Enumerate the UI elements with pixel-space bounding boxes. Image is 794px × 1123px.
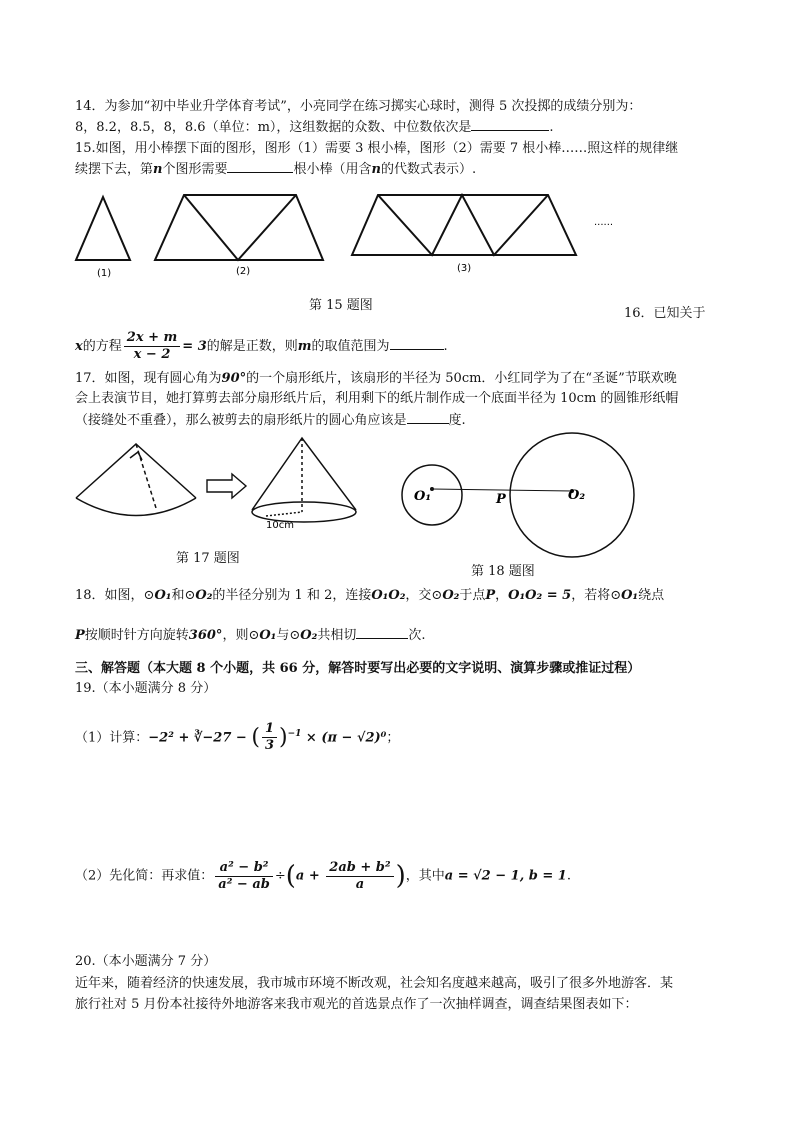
shape-3-inner: [378, 195, 548, 255]
fig-label-1: (1): [97, 268, 112, 279]
q15-text: 15.如图，用小棒摆下面的图形，图形（1）需要 3 根小棒，图形（2）需要 7 根小棒……照这样的规律继: [75, 141, 679, 156]
cone-sides: [252, 438, 356, 510]
q18-answer-blank[interactable]: [356, 626, 408, 639]
q14-answer-blank[interactable]: [471, 118, 549, 131]
q20-line-2: 旅行社对 5 月份本社接待外地游客来我市观光的首选景点作了一次抽样调查，调查结果图表如下：: [75, 997, 638, 1012]
q15-figure: [0, 185, 794, 305]
q19-title: 19.（本小题满分 8 分）: [75, 681, 217, 696]
q18-line-1: 18．如图，⊙O₁和⊙O₂的半径分别为 1 和 2，连接O₁O₂，交⊙O₂于点P，O₁O₂ = 5，若将⊙O₁绕点: [75, 588, 665, 603]
q18-line-2: P按顺时针方向旋转360°，则⊙O₁与⊙O₂共相切 次.: [75, 628, 426, 643]
q20-line-1: 近年来，随着经济的快速发展，我市城市环境不断改观，社会知名度越来越高，吸引了很多外地游客．某: [75, 976, 674, 991]
continuation-dots: ......: [594, 217, 614, 228]
circle-o1: [402, 465, 462, 525]
q18-caption: 第 18 题图: [471, 564, 535, 579]
q14-line-1: [75, 98, 641, 115]
label-o1: O₁: [414, 489, 432, 504]
q19-fraction-1: $\frac{1}{3}$: [262, 721, 277, 754]
cone-base: [252, 502, 356, 522]
var-n-2: n: [371, 162, 381, 177]
q16-fraction: $\frac{2x + m}{x - 2}$: [124, 330, 181, 363]
q20-title: 20.（本小题满分 7 分）: [75, 954, 217, 969]
cone-radius-label: 10cm: [266, 520, 294, 531]
q15-line-1: [75, 140, 678, 157]
sector-edges: [76, 444, 196, 498]
q15-caption: 第 15 题图: [309, 298, 373, 313]
shape-2: [155, 195, 323, 260]
q17-line-2: 会上表演节目，她打算剪去部分扇形纸片后，利用剩下的纸片制作成一个底面半径为 10cm 的圆锥形纸帽: [75, 391, 679, 406]
q19-fraction-3: $\frac{\text{2ab + b²}}{a}$: [326, 860, 393, 893]
label-o2: O₂: [568, 488, 586, 503]
q14-text-2: 8，8.2，8.5，8，8.6（单位：m），这组数据的众数、中位数依次是: [75, 120, 472, 135]
label-p: P: [496, 492, 506, 507]
q15-line-2: 续摆下去，第n个图形需要 根小棒（用含n的代数式表示）.: [75, 162, 477, 177]
arrow-icon: [207, 474, 246, 498]
q18-figure: [398, 425, 618, 555]
q17-line-3: （接缝处不重叠），那么被剪去的扇形纸片的圆心角应该是 度.: [75, 413, 466, 428]
q17-line-1: 17．如图，现有圆心角为90°的一个扇形纸片，该扇形的半径为 50cm．小红同学为了在“圣诞”节联欢晚: [75, 371, 677, 386]
q17-caption: 第 17 题图: [176, 551, 240, 566]
var-n: n: [153, 162, 163, 177]
q17-answer-blank[interactable]: [407, 411, 449, 424]
q16-line: x的方程 $\frac{2x + m}{x - 2}$ = 3的解是正数，则m的取值范围为 .: [75, 330, 448, 362]
q16-answer-blank[interactable]: [390, 337, 444, 350]
q17-figure: [70, 438, 370, 548]
q19-fraction-2: $\frac{\text{a² − b²}}{\text{a² − ab}}$: [215, 860, 273, 893]
section-3-title: 三、解答题（本大题 8 个小题，共 66 分，解答时要写出必要的文字说明、演算步骤或推证过程）: [75, 661, 641, 676]
fig-label-3: (3): [457, 263, 472, 274]
sector-arc: [76, 498, 196, 516]
q14-text: 14．为参加“初中毕业升学体育考试”，小亮同学在练习掷实心球时，测得 5 次投掷的成绩分别为：: [75, 99, 642, 114]
shape-2-inner: [184, 195, 296, 260]
cone-radius: [266, 512, 302, 516]
q19-part-1: （1）计算：−2² + ∛−27 − ( $\frac{1}{3}$ )$^{-1}$ × (π − √2)⁰；: [75, 721, 400, 754]
triangle-1: [76, 197, 130, 260]
segment-o1o2: [432, 489, 572, 491]
q19-part-2: （2）先化简：再求值： $\frac{\text{a² − b²}}{\text{a² − ab}}$ ÷(a + $\frac{\text{2ab + b²}}{a}$ )，其中a = √2 − 1, b = 1.: [75, 859, 571, 892]
q14-line-2: 8，8.2，8.5，8，8.6（单位：m），这组数据的众数、中位数依次是 .: [75, 120, 554, 135]
q16-prefix: 16．已知关于: [624, 306, 706, 321]
q15-answer-blank[interactable]: [227, 160, 293, 173]
fig-label-2: (2): [236, 266, 251, 277]
